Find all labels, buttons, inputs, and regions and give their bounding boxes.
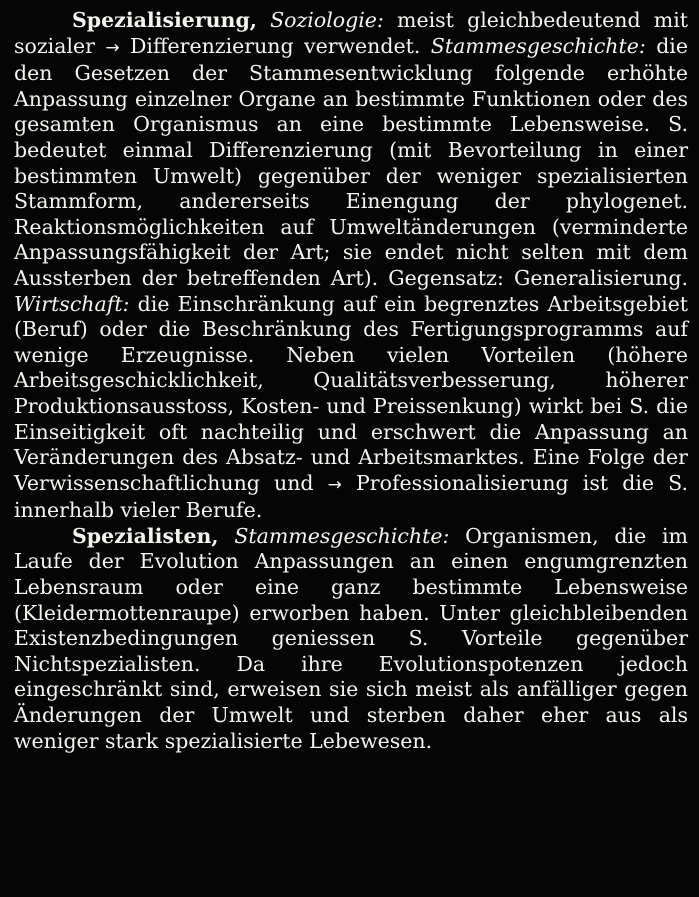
- field-label: Stammesgeschichte:: [430, 33, 646, 58]
- field-label: Soziologie:: [270, 8, 384, 32]
- entry-spezialisten: [14, 524, 688, 754]
- text-column: [14, 8, 688, 754]
- field-label: Wirtschaft:: [14, 291, 130, 316]
- headword: Spezialisten,: [72, 523, 219, 548]
- entry-text: meist gleichbedeutend mit sozialer: [14, 8, 688, 58]
- entry-text: die Einschränkung auf ein begrenztes Arbeitsgebiet (Beruf) oder die Beschränkung des Fertigungsprogramms auf wenige Erzeugnisse. Neben vielen Vorteilen (höhere Arbeitsgeschicklichkeit, Qualitätsverbesserung, höherer Produktionsausstoss, Kosten- und Preissenkung) wirkt bei S. die Einseitigkeit oft nachteilig und erschwert die Anpassung an Veränderungen des Absatz- und Arbeitsmarktes. Eine Folge der Verwissenschaftlichung und: [14, 291, 688, 495]
- arrow-right-icon: →: [105, 37, 120, 58]
- headword: Spezialisierung,: [72, 8, 257, 32]
- field-label: Stammesgeschichte:: [234, 523, 450, 548]
- entry-spezialisierung: [14, 8, 688, 524]
- arrow-right-icon: →: [327, 474, 342, 495]
- entry-text: Differenzierung verwendet.: [129, 33, 421, 58]
- entry-text: die den Gesetzen der Stammesentwicklung folgende erhöhte Anpassung einzelner Organe an bestimmte Funktionen oder des gesamten Organismus an eine bestimmte Lebensweise. S. bedeutet einmal Differenzierung (mit Bevorteilung in einer bestimmten Umwelt) gegenüber der weniger spezialisierten Stammform, andererseits Einengung der phylogenet. Reaktionsmöglichkeiten auf Umweltänderungen (verminderte Anpassungsfähigkeit der Art; sie endet nicht selten mit dem Aussterben der betreffenden Art). Gegensatz: Generalisierung.: [14, 33, 688, 290]
- entry-text: Organismen, die im Laufe der Evolution Anpassungen an einen engumgrenzten Lebensraum oder eine ganz bestimmte Lebensweise (Kleidermottenraupe) erworben haben. Unter gleichbleibenden Existenzbedingungen geniessen S. Vorteile gegenüber Nichtspezialisten. Da ihre Evolutionspotenzen jedoch eingeschränkt sind, erweisen sie sich meist als anfälliger gegen Änderungen der Umwelt und sterben daher eher aus als weniger stark spezialisierte Lebewesen.: [14, 523, 688, 753]
- entry-text: Professionalisierung ist die S. innerhalb vieler Berufe.: [14, 470, 688, 523]
